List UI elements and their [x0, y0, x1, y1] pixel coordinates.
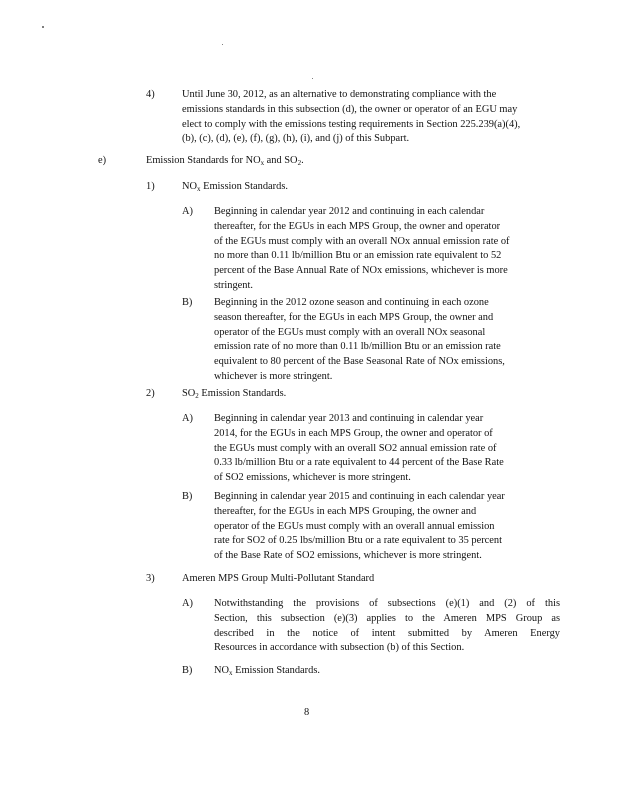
sub-3-b-title: $NO_x$ Emission Standards. — [214, 665, 320, 677]
sub-2-title: $SO_2$ Emission Standards. — [182, 388, 287, 400]
text-line: Until June 30, 2012, as an alternative to demonstrating compliance with the — [182, 89, 497, 100]
sub-1-a-text — [214, 205, 560, 294]
text-line: Resources in accordance with subsection (b) of this Section. — [214, 642, 465, 654]
section-e-label: e) — [98, 155, 107, 166]
item-4-text — [182, 88, 548, 147]
scan-speck — [312, 78, 313, 79]
text-line: Notwithstanding the provisions of subsections (e)(1) and (2) of this — [214, 598, 560, 609]
text-line: Beginning in calendar year 2012 and continuing in each calendar — [214, 206, 485, 217]
text-line: operator of the EGUs must comply with an overall NOx seasonal — [214, 326, 486, 338]
text-line: percent of the Base Annual Rate of NOx emissions, whichever is more — [214, 265, 508, 277]
text-line: emission rate of no more than 0.11 lb/million Btu or an emission rate — [214, 341, 501, 353]
sub-2-a-text — [214, 412, 560, 486]
text-line: thereafter, for the EGUs in each MPS Grouping, the owner and — [214, 505, 477, 517]
sub-2-b-text — [214, 490, 560, 564]
text-line: thereafter, for the EGUs in each MPS Group, the owner and operator — [214, 220, 501, 232]
text-line: elect to comply with the emissions testing requirements in Section 225.239(a)(4), — [182, 118, 521, 130]
sub-1-b-label: B) — [182, 297, 193, 308]
sub-1-title: $NO_x$ Emission Standards. — [182, 181, 288, 193]
text-line: Beginning in the 2012 ozone season and continuing in each ozone — [214, 297, 489, 308]
sub-3-a-text — [214, 597, 560, 656]
text-line: of SO2 emissions, whichever is more stringent. — [214, 472, 411, 484]
text-line: season thereafter, for the EGUs in each MPS Group, the owner and — [214, 311, 494, 323]
text-line: equivalent to 80 percent of the Base Seasonal Rate of NOx emissions, — [214, 356, 505, 368]
text-line: (b), (c), (d), (e), (f), (g), (h), (i), and (j) of this Subpart. — [182, 133, 410, 145]
sub-3-label: 3) — [146, 573, 155, 584]
text-line: 2014, for the EGUs in each MPS Group, the owner and operator of — [214, 427, 493, 439]
text-line: 0.33 lb/million Btu or a rate equivalent to 44 percent of the Base Rate — [214, 457, 504, 469]
sub-1-b-text — [214, 296, 560, 385]
text-line: stringent. — [214, 279, 253, 291]
section-e-title: Emission Standards for $NO_x$ and $SO_2$. — [146, 155, 304, 167]
text-line: rate for SO2 of 0.25 lbs/million Btu or a rate equivalent to 35 percent — [214, 535, 502, 547]
text-line: Beginning in calendar year 2015 and continuing in each calendar year — [214, 491, 505, 502]
sub-1-a-label: A) — [182, 206, 193, 217]
text-line: the EGUs must comply with an overall SO2 annual emission rate of — [214, 442, 497, 454]
text-line: operator of the EGUs must comply with an overall annual emission — [214, 520, 495, 532]
page-number: 8 — [304, 707, 310, 718]
sub-3-a-label: A) — [182, 598, 193, 609]
scan-speck — [42, 26, 44, 28]
text-line: emissions standards in this subsection (d), the owner or operator of an EGU may — [182, 103, 518, 115]
text-line: Beginning in calendar year 2013 and continuing in calendar year — [214, 413, 484, 424]
sub-2-b-label: B) — [182, 491, 193, 502]
text-line: Section, this subsection (e)(3) applies to the Ameren MPS Group as — [214, 612, 560, 624]
item-4-label: 4) — [146, 89, 155, 100]
text-line: described in the notice of intent submitted by Ameren Energy — [214, 627, 560, 639]
sub-2-label: 2) — [146, 388, 155, 399]
text-line: no more than 0.11 lb/million Btu or an emission rate equivalent to 52 — [214, 250, 502, 262]
sub-2-a-label: A) — [182, 413, 193, 424]
text-line: whichever is more stringent. — [214, 370, 333, 382]
text-line: of the EGUs must comply with an overall NOx annual emission rate of — [214, 235, 510, 247]
text-line: of the Base Rate of SO2 emissions, whichever is more stringent. — [214, 550, 482, 562]
sub-3-b-label: B) — [182, 665, 193, 676]
scan-speck — [222, 44, 223, 45]
sub-3-title: Ameren MPS Group Multi-Pollutant Standard — [182, 573, 375, 584]
sub-1-label: 1) — [146, 181, 155, 192]
